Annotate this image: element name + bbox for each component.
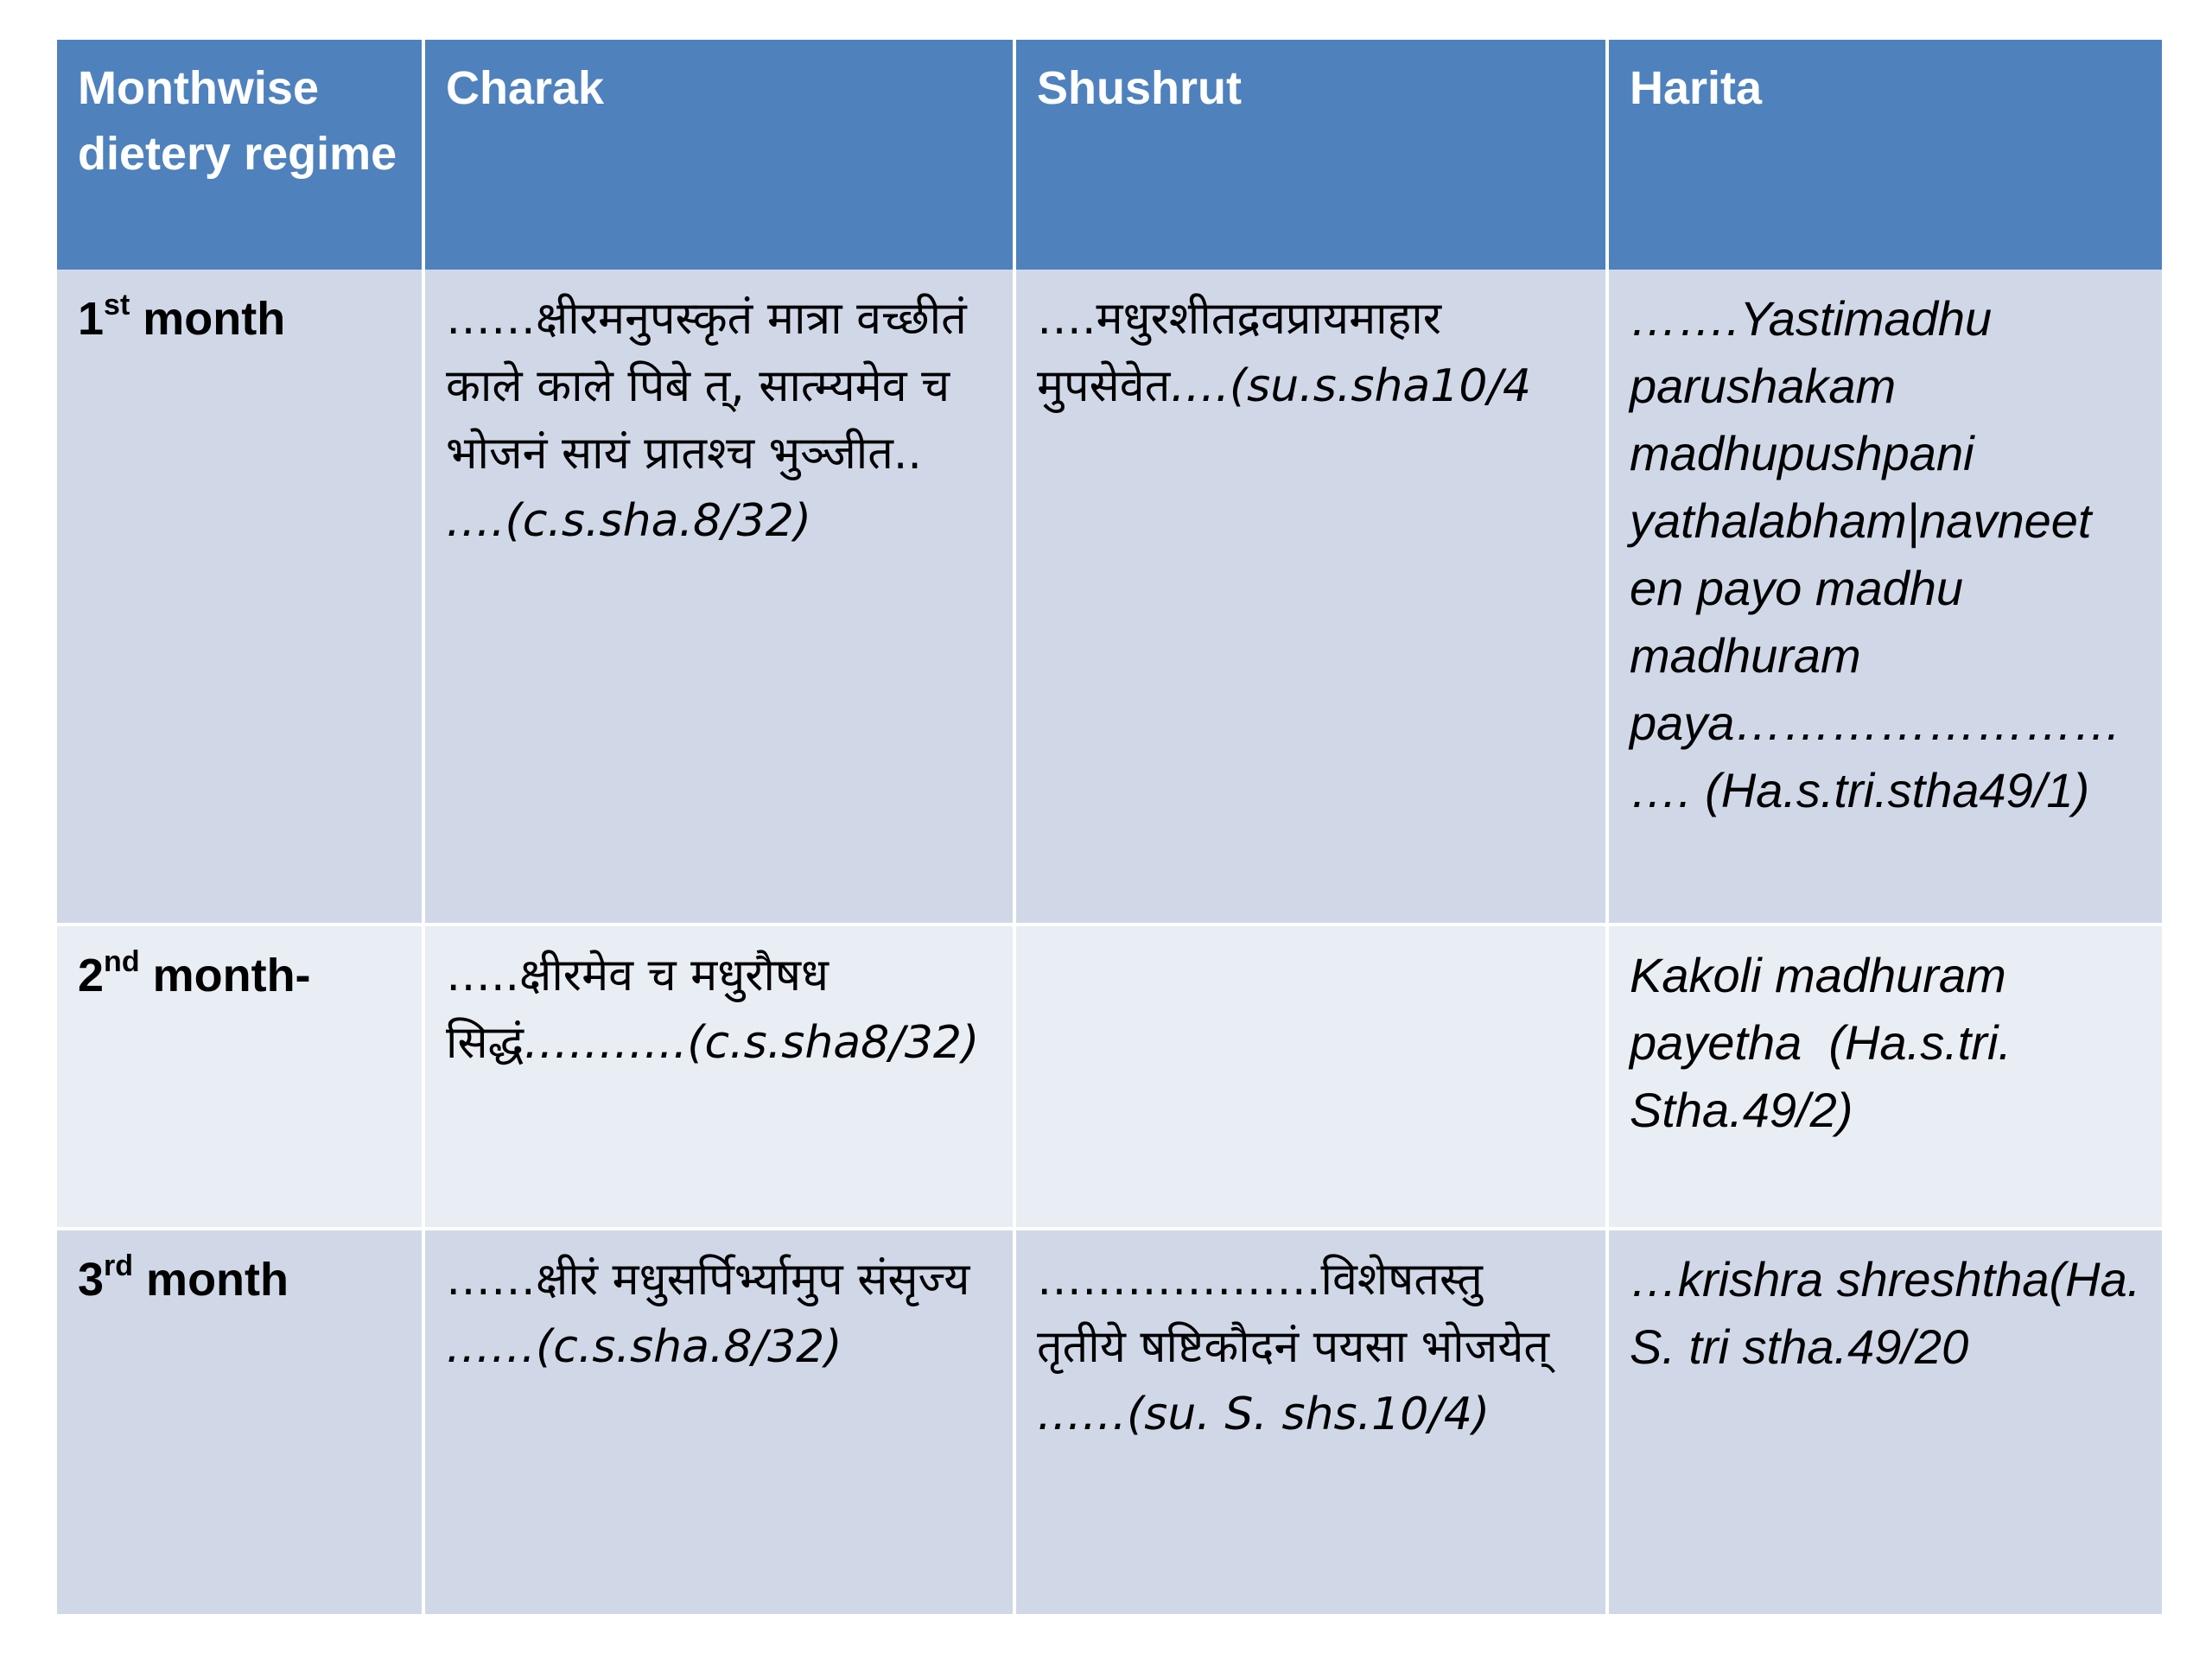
month-word: month-	[139, 950, 311, 1001]
charak-verse-text: ……क्षीरमनुपस्कृतं मात्रा वच्छीतं काले काले पिबे त्, सात्म्यमेव च भोजनं सायं प्रातश्च भुञ्जीत..	[446, 293, 982, 480]
month-suffix: rd	[104, 1249, 134, 1282]
harita-verse: Kakoli madhuram payetha (Ha.s.tri. Stha.49/2)	[1630, 948, 2025, 1137]
harita-cell	[1609, 270, 2162, 926]
table-body	[57, 270, 2162, 1614]
charak-verse	[446, 1246, 992, 1381]
charak-cell	[425, 926, 1016, 1230]
charak-verse	[446, 942, 992, 1077]
charak-cell	[425, 270, 1016, 926]
shushrut-citation: ….(su.s.sha10/4	[1170, 360, 1532, 412]
month-cell	[57, 926, 425, 1230]
shushrut-cell	[1016, 926, 1609, 1230]
header-monthwise: Monthwise dietery regime	[57, 40, 425, 270]
shushrut-verse-text: ……………….विशेषतस्तु तृतीये षष्टिकौदनं पयसा भोजयेत्	[1037, 1254, 1549, 1373]
table-row-month-2	[57, 926, 2162, 1230]
charak-verse	[446, 285, 992, 555]
month-word: month	[130, 293, 286, 345]
charak-cell	[425, 1230, 1016, 1614]
charak-citation: ….(c.s.sha.8/32)	[446, 495, 812, 547]
charak-citation: ………..(c.s.sha8/32)	[524, 1017, 980, 1069]
month-label	[78, 1249, 289, 1306]
charak-citation: ……(c.s.sha.8/32)	[446, 1254, 984, 1373]
dietary-regime-table	[57, 40, 2162, 1614]
table-header	[57, 40, 2162, 270]
harita-cell	[1609, 926, 2162, 1230]
charak-verse-text: ……क्षीरं मधुसर्पिर्भ्यामुप संसृज्य	[446, 1254, 970, 1306]
month-word: month	[133, 1254, 289, 1306]
charak-verse-text: …..क्षीरमेव च मधुरौषध सिद्धं	[446, 950, 843, 1069]
table-row-month-3	[57, 1230, 2162, 1614]
harita-verse: …krishra shreshtha(Ha. S. tri stha.49/20	[1630, 1252, 2154, 1374]
month-number: 3	[78, 1254, 105, 1306]
harita-cell	[1609, 1230, 2162, 1614]
header-charak: Charak	[425, 40, 1016, 270]
shushrut-cell	[1016, 270, 1609, 926]
month-number: 1	[78, 293, 105, 345]
header-harita: Harita	[1609, 40, 2162, 270]
month-suffix: nd	[104, 945, 140, 978]
header-row	[57, 40, 2162, 270]
month-label	[78, 289, 286, 345]
harita-verse: …….Yastimadhu parushakam madhupushpani yathalabham|navneet en payo madhu madhuram paya………………………. (Ha.s.tri.stha49/1)	[1630, 291, 2122, 817]
header-shushrut: Shushrut	[1016, 40, 1609, 270]
table-row-month-1	[57, 270, 2162, 926]
month-label	[78, 945, 311, 1001]
month-cell	[57, 1230, 425, 1614]
month-suffix: st	[104, 289, 130, 321]
shushrut-verse	[1037, 1246, 1585, 1448]
shushrut-cell	[1016, 1230, 1609, 1614]
shushrut-verse-text: ….मधुरशीतद्रवप्रायमाहार मुपसेवेत	[1037, 293, 1456, 412]
shushrut-verse	[1037, 285, 1585, 420]
shushrut-citation: ……(su. S. shs.10/4)	[1037, 1321, 1564, 1440]
month-number: 2	[78, 950, 105, 1001]
month-cell	[57, 270, 425, 926]
